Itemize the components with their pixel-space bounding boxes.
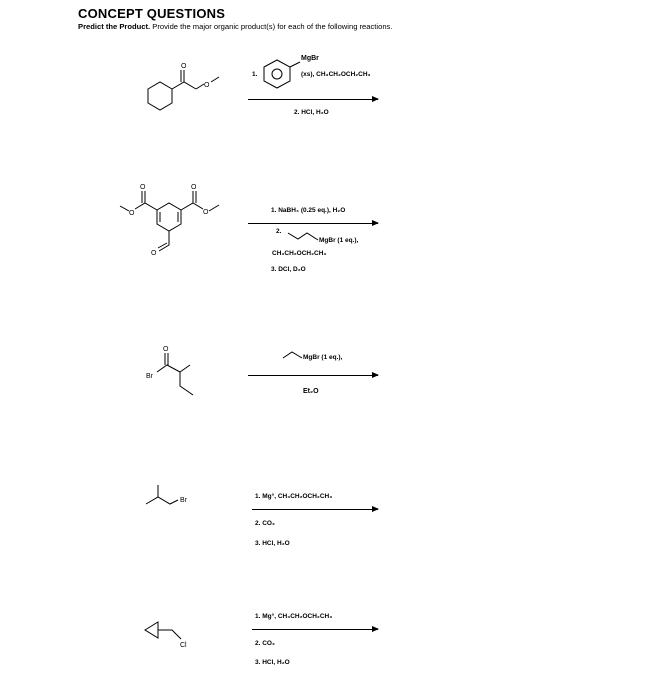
atom-o: O: [151, 250, 157, 257]
instruction-bold: Predict the Product.: [78, 22, 151, 31]
atom-o: O: [129, 210, 135, 217]
reaction3-solvent: Et₂O: [303, 388, 319, 395]
reaction1-mgbr: MgBr: [301, 55, 319, 62]
atom-br: Br: [146, 373, 153, 380]
atom-o: O: [204, 82, 210, 89]
reaction2-mgbr: MgBr (1 eq.),: [319, 237, 359, 244]
atom-o: O: [191, 184, 197, 191]
atom-cl: Cl: [180, 642, 187, 649]
reaction5-step2: 2. CO₂: [255, 640, 275, 647]
reaction1-step2: 2. HCl, H₂O: [294, 109, 329, 116]
reaction4-step2: 2. CO₂: [255, 520, 275, 527]
reaction3-mgbr: MgBr (1 eq.),: [303, 354, 343, 361]
reaction-arrow: [252, 509, 378, 510]
reaction2-step3: 3. DCl, D₂O: [271, 266, 306, 273]
reaction1-solvent: (xs), CH₃CH₂OCH₂CH₃: [301, 71, 371, 78]
molecule-5: [145, 622, 181, 639]
atom-o: O: [203, 209, 209, 216]
reaction2-step2-num: 2.: [276, 228, 282, 235]
reaction-arrow: [248, 375, 378, 376]
reaction5-step3: 3. HCl, H₂O: [255, 659, 290, 666]
atom-o: O: [181, 63, 187, 70]
molecule-2: [120, 191, 219, 251]
molecule-1: [148, 70, 219, 110]
reaction4-step1: 1. Mg°, CH₃CH₂OCH₂CH₃: [255, 493, 333, 500]
propyl-zigzag: [283, 352, 302, 358]
reaction2-solvent: CH₃CH₂OCH₂CH₃: [272, 250, 327, 257]
reaction5-step1: 1. Mg°, CH₃CH₂OCH₂CH₃: [255, 613, 333, 620]
ethyl-zigzag: [288, 233, 318, 240]
reaction2-step1: 1. NaBH₄ (0.25 eq.), H₂O: [271, 207, 346, 214]
phenyl-ring: [264, 60, 300, 88]
molecule-4: [146, 485, 178, 504]
reaction4-step3: 3. HCl, H₂O: [255, 540, 290, 547]
atom-br: Br: [180, 497, 187, 504]
reaction-arrow: [248, 99, 378, 100]
molecule-3: [157, 353, 193, 395]
reaction1-step1: 1.: [252, 71, 258, 78]
page-title: CONCEPT QUESTIONS: [78, 6, 226, 21]
atom-o: O: [163, 346, 169, 353]
reaction-arrow: [248, 223, 378, 224]
instruction-text: Provide the major organic product(s) for each of the following reactions.: [152, 22, 393, 31]
atom-o: O: [140, 184, 146, 191]
reaction-arrow: [252, 629, 378, 630]
